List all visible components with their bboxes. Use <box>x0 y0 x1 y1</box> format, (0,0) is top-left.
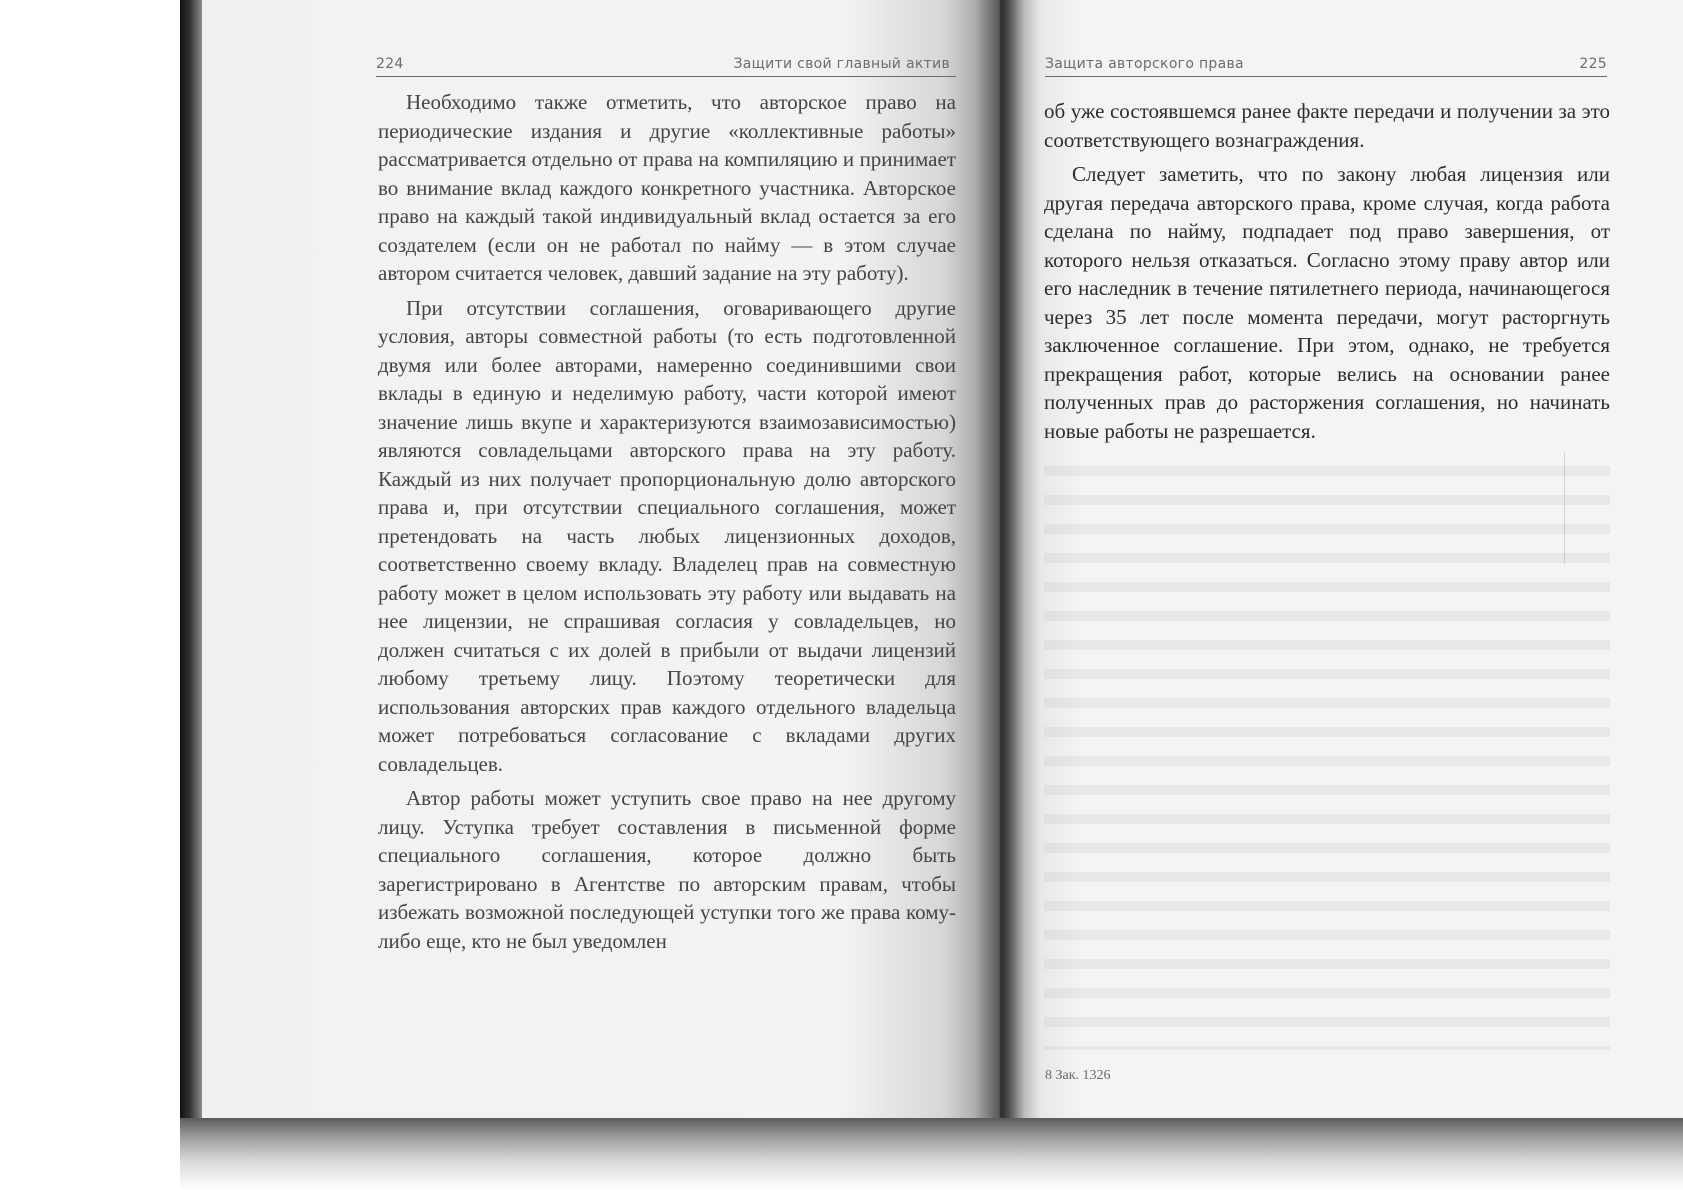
left-page <box>202 0 1000 1120</box>
left-running-head <box>376 56 956 77</box>
left-body-text <box>378 88 956 961</box>
signature-mark: 8 Зак. 1326 <box>1045 1068 1111 1083</box>
left-paragraph-1: Необходимо также отметить, что авторское право на периодические издания и другие «коллективные работы» рассматривается отдельно от права на компиляцию и принимает во внимание вклад каждого конкретного участника. Авторское право на каждый такой индивидуальный вклад остается за его создателем (если он не работал по найму — в этом случае автором считается человек, давший задание на эту работу). <box>378 90 956 285</box>
right-running-title: Защита авторского права <box>1045 56 1244 72</box>
show-through-box <box>1044 452 1565 564</box>
left-paragraph-2: При отсутствии соглашения, оговаривающего другие условия, авторы совместной работы (то есть подготовленной двумя или более авторами, намеренно соединившими свои вклады в единую и неделимую работу, части которой имеют значение лишь вкупе и характеризуются взаимозависимостью) являются совладельцами авторского права на эту работу. Каждый из них получает пропорциональную долю авторского права и, при отсутствии специального соглашения, может претендовать на часть любых лицензионных доходов, соответственно своему вкладу. Владелец прав на совместную работу может в целом использовать эту работу или выдавать на нее лицензии, не спрашивая согласия у совладельцев, но должен считаться с их долей в прибыли от выдачи лицензий любому третьему лицу. Поэтому теоретически для использования авторских прав каждого отдельного владельца может потребоваться согласование с вкладами других совладельцев. <box>378 295 956 776</box>
right-continuation-paragraph: об уже состоявшемся ранее факте передачи и получении за это соответствующего вознаграждения. <box>1044 99 1610 152</box>
show-through-text <box>1044 450 1610 1050</box>
left-page-number: 224 <box>376 56 404 72</box>
right-page-number: 225 <box>1579 56 1607 72</box>
book-edge-shadow <box>180 0 202 1120</box>
right-paragraph-1: Следует заметить, что по закону любая лицензия или другая передача авторского права, кроме случая, когда работа сделана по найму, подпадает под право завершения, от которого нельзя отказаться. Согласно этому праву автор или его наследник в течение пятилетнего периода, начинающегося через 35 лет после момента передачи, могут расторгнуть заключенное соглашение. При этом, однако, не требуется прекращения работ, которые велись на основании ранее полученных прав до расторжения соглашения, но начинать новые работы не разрешается. <box>1044 162 1610 443</box>
right-page <box>1000 0 1683 1120</box>
bottom-edge-shadow <box>180 1118 1683 1190</box>
right-running-head <box>1045 56 1607 77</box>
left-running-title: Защити свой главный актив <box>733 56 950 72</box>
right-body-text <box>1044 97 1610 451</box>
left-paragraph-3: Автор работы может уступить свое право на нее другому лицу. Уступка требует составления в письменной форме специального соглашения, которое должно быть зарегистрировано в Агентстве по авторским правам, чтобы избежать возможной последующей уступки того же права кому-либо еще, кто не был уведомлен <box>378 786 956 953</box>
